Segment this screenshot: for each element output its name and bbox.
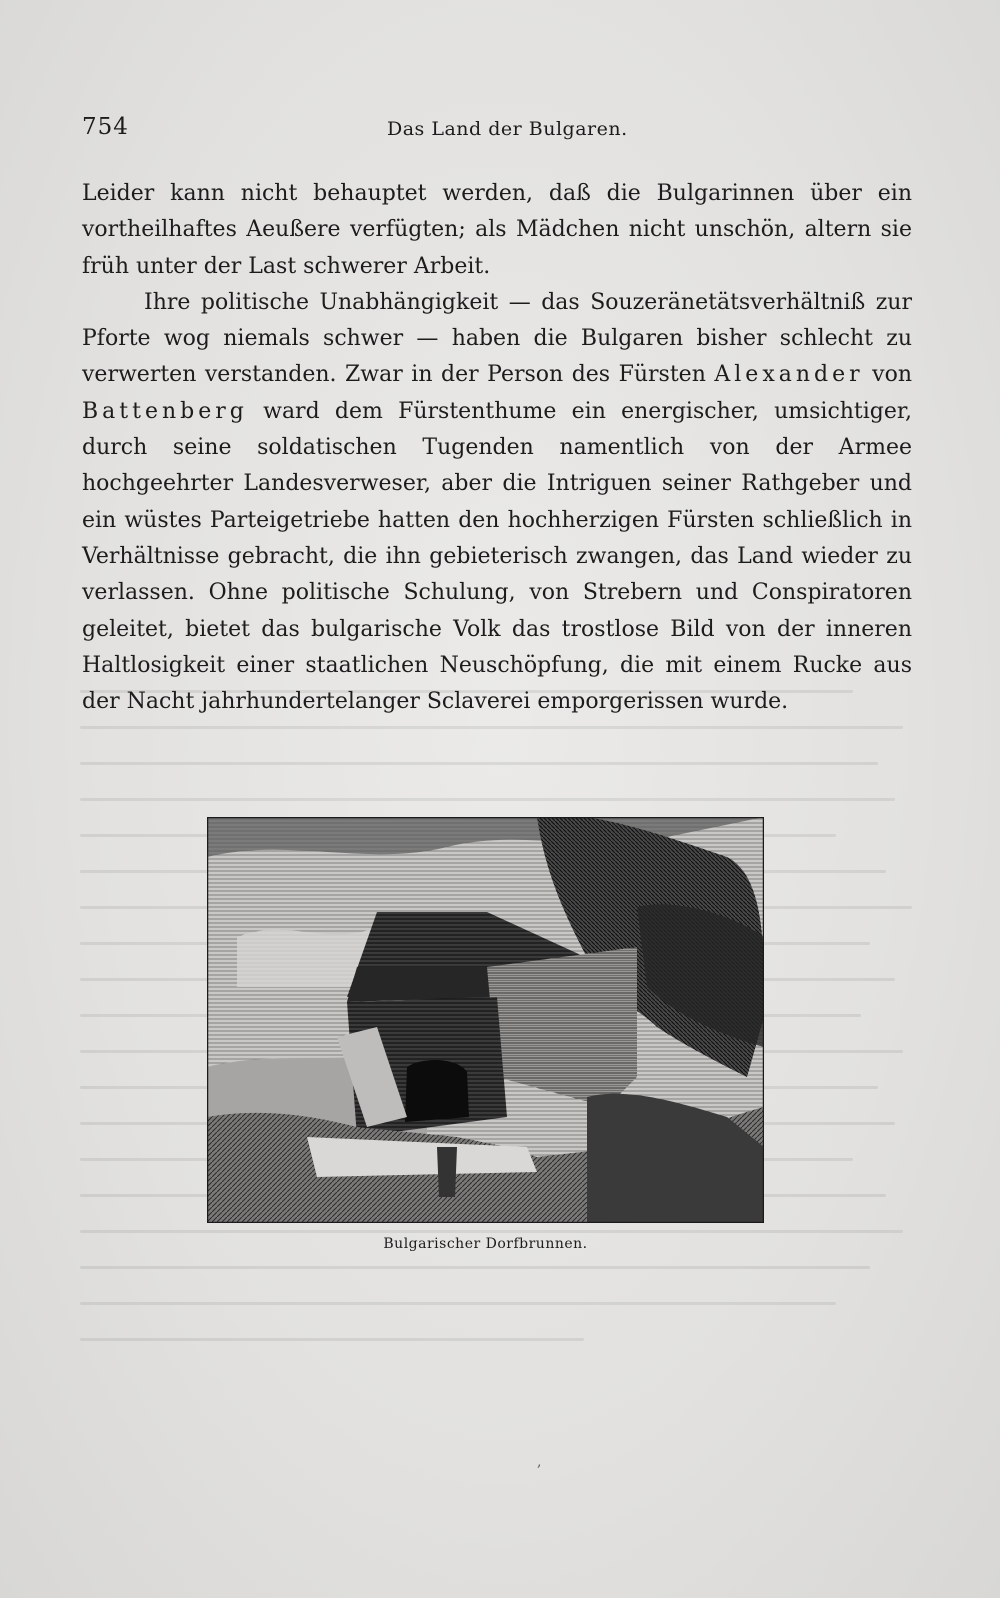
figure-caption: Bulgarischer Dorfbrunnen. xyxy=(383,1236,588,1252)
well-arch xyxy=(405,1060,469,1122)
name-alexander: Alexander xyxy=(714,362,864,388)
trough-post xyxy=(437,1147,457,1197)
engraving-illustration xyxy=(207,817,764,1223)
page-number: 754 xyxy=(82,114,129,140)
name-battenberg: Battenberg xyxy=(82,398,248,424)
paragraph-1: Leider kann nicht behauptet werden, daß die Bulgarinnen über ein vortheilhaftes Aeußere verfügten; als Mädchen nicht unschön, altern sie früh unter der Last schwerer Arbeit. xyxy=(82,181,912,279)
printer-mark: , xyxy=(537,1454,542,1470)
paragraph-2 xyxy=(82,285,912,721)
running-title: Das Land der Bulgaren. xyxy=(387,118,628,140)
engraving-village-well xyxy=(207,817,764,1223)
word-von: von xyxy=(872,362,912,388)
body-text xyxy=(82,176,912,720)
paragraph-2-part-1: Ihre politische Unabhängigkeit — das Souzeränetätsverhältniß zur Pforte wog niemals schwer — haben die Bulgaren bisher schlecht zu verwerten verstanden. Zwar in der Person des Fürsten xyxy=(82,289,912,388)
page-header xyxy=(82,114,912,148)
paragraph-2-part-2: ward dem Fürstenthume ein energischer, umsichtiger, durch seine soldatischen Tugenden namentlich von der Armee hochgeehrter Landesverweser, aber die Intriguen seiner Rathgeber und ein wüstes Parteigetriebe hatten den hochherzigen Fürsten schließlich in Verhältnisse gebracht, die ihn gebieterisch zwangen, das Land wieder zu verlassen. Ohne politische Schulung, von Strebern und Conspiratoren geleitet, bietet das bulgarische Volk das trostlose Bild von der inneren Haltlosigkeit einer staatlichen Neuschöpfung, die mit einem Rucke aus der Nacht jahrhundertelanger Sclaverei emporgerissen wurde. xyxy=(82,398,913,715)
